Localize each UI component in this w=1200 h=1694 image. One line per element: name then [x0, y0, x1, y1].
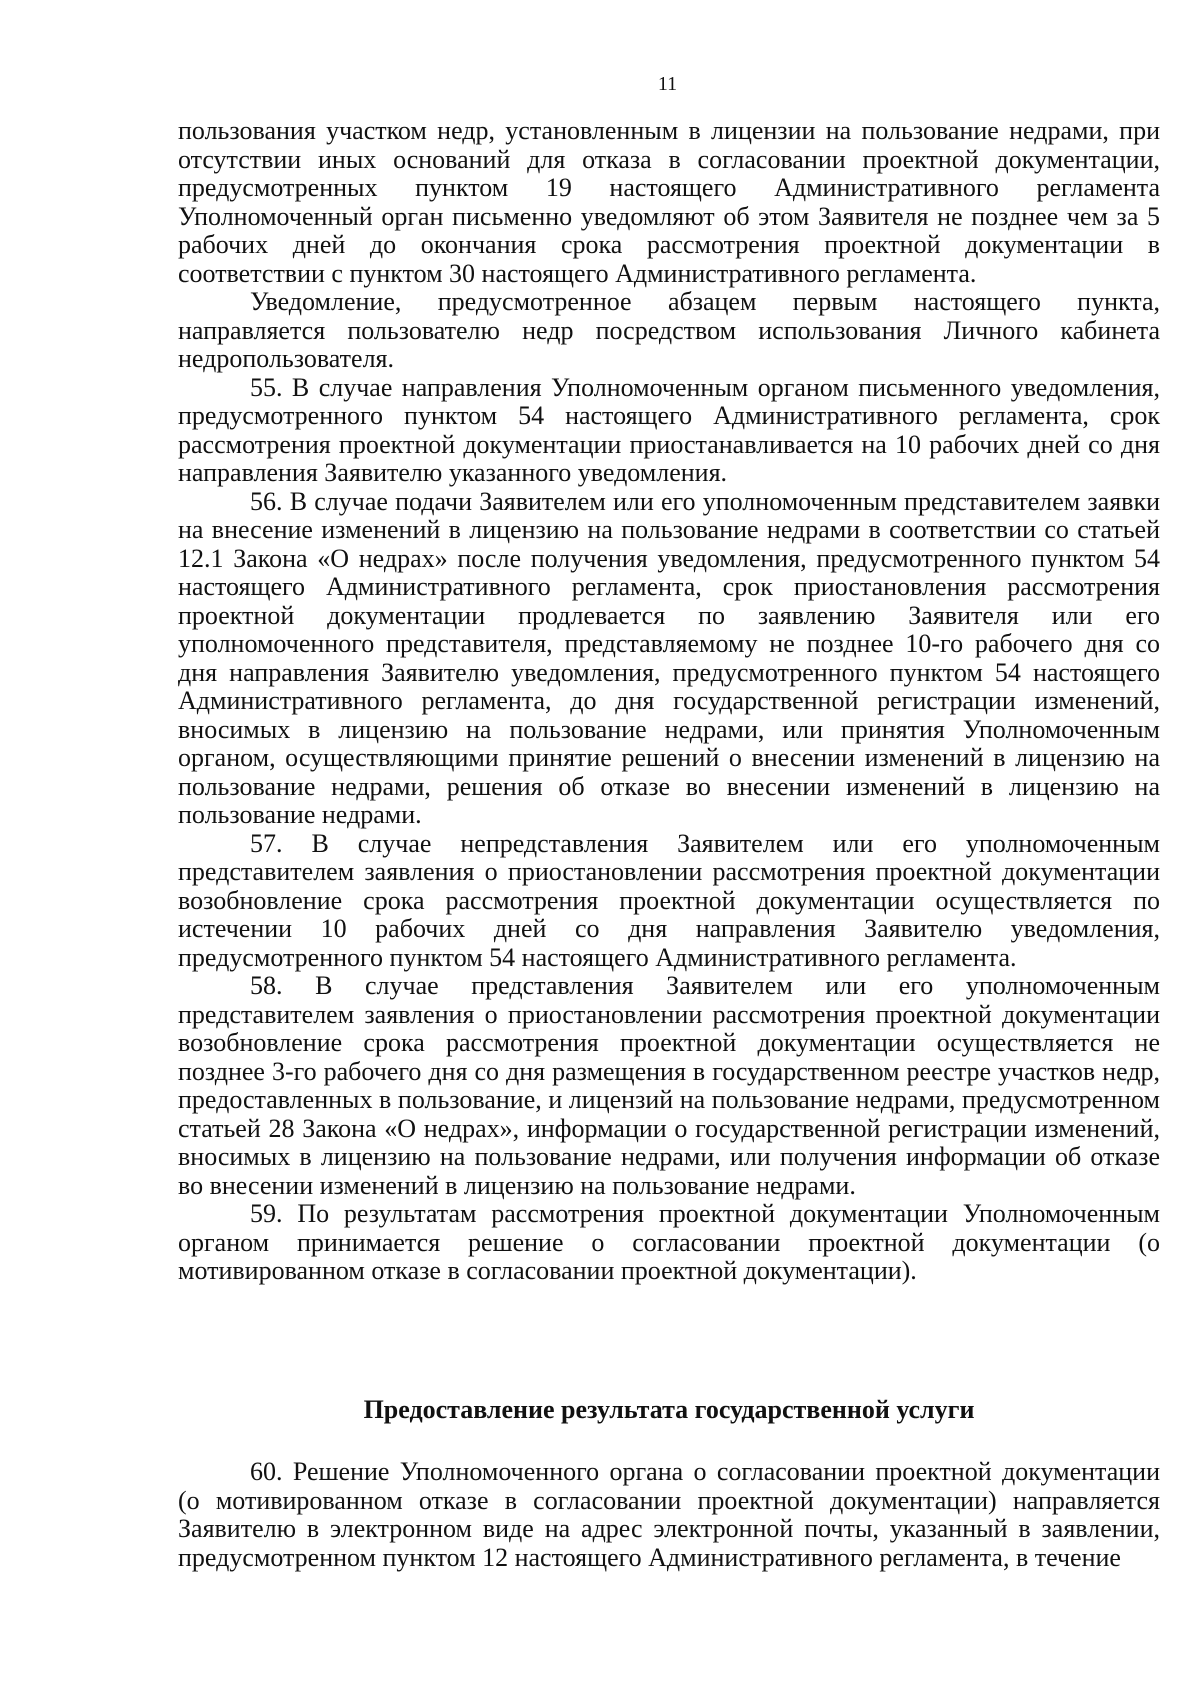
paragraph-57: 57. В случае непредставления Заявителем или его уполномоченным представителем заявления о приостановлении рассмотрения проектной документации возобновление срока рассмотрения проектной документации осуществляется по истечении 10 рабочих дней со дня направления Заявителю уведомления, предусмотренного пунктом 54 настоящего Административного регламента.	[178, 828, 1160, 972]
paragraph-continuation: пользования участком недр, установленным в лицензии на пользование недрами, при отсутствии иных оснований для отказа в согласовании проектной документации, предусмотренных пунктом 19 настоящего Административного регламента Уполномоченный орган письменно уведомляют об этом Заявителя не позднее чем за 5 рабочих дней до окончания срока рассмотрения проектной документации в соответствии с пунктом 30 настоящего Административного регламента.	[178, 116, 1160, 288]
document-body	[178, 117, 1160, 1286]
paragraph-60: 60. Решение Уполномоченного органа о согласовании проектной документации (о мотивированном отказе в согласовании проектной документации) направляется Заявителю в электронном виде на адрес электронной почты, указанный в заявлении, предусмотренном пунктом 12 настоящего Административного регламента, в течение	[178, 1457, 1160, 1572]
paragraph-notification: Уведомление, предусмотренное абзацем первым настоящего пункта, направляется пользователю недр посредством использования Личного кабинета недропользователя.	[178, 287, 1160, 373]
paragraph-58: 58. В случае представления Заявителем или его уполномоченным представителем заявления о приостановлении рассмотрения проектной документации возобновление срока рассмотрения проектной документации осуществляется не позднее 3-го рабочего дня со дня размещения в государственном реестре участков недр, предоставленных в пользование, и лицензий на пользование недрами, предусмотренном статьей 28 Закона «О недрах», информации о государственной регистрации изменений, вносимых в лицензию на пользование недрами, или получения информации об отказе во внесении изменений в лицензию на пользование недрами.	[178, 971, 1160, 1200]
page-number: 11	[657, 73, 678, 95]
paragraph-56: 56. В случае подачи Заявителем или его уполномоченным представителем заявки на внесение изменений в лицензию на пользование недрами в соответствии со статьей 12.1 Закона «О недрах» после получения уведомления, предусмотренного пунктом 54 настоящего Административного регламента, срок приостановления рассмотрения проектной документации продлевается по заявлению Заявителя или его уполномоченного представителя, представляемому не позднее 10-го рабочего дня со дня направления Заявителю уведомления, предусмотренного пунктом 54 настоящего Административного регламента, до дня государственной регистрации изменений, вносимых в лицензию на пользование недрами, или принятия Уполномоченным органом, осуществляющими принятие решений о внесении изменений в лицензию на пользование недрами, решения об отказе во внесении изменений в лицензию на пользование недрами.	[178, 486, 1160, 829]
document-body-continued	[178, 1458, 1160, 1572]
section-heading: Предоставление результата государственной услуги	[363, 1395, 975, 1424]
paragraph-55: 55. В случае направления Уполномоченным органом письменного уведомления, предусмотренного пунктом 54 настоящего Административного регламента, срок рассмотрения проектной документации приостанавливается на 10 рабочих дней со дня направления Заявителю указанного уведомления.	[178, 372, 1160, 487]
paragraph-59: 59. По результатам рассмотрения проектной документации Уполномоченным органом принимается решение о согласовании проектной документации (о мотивированном отказе в согласовании проектной документации).	[178, 1199, 1160, 1285]
